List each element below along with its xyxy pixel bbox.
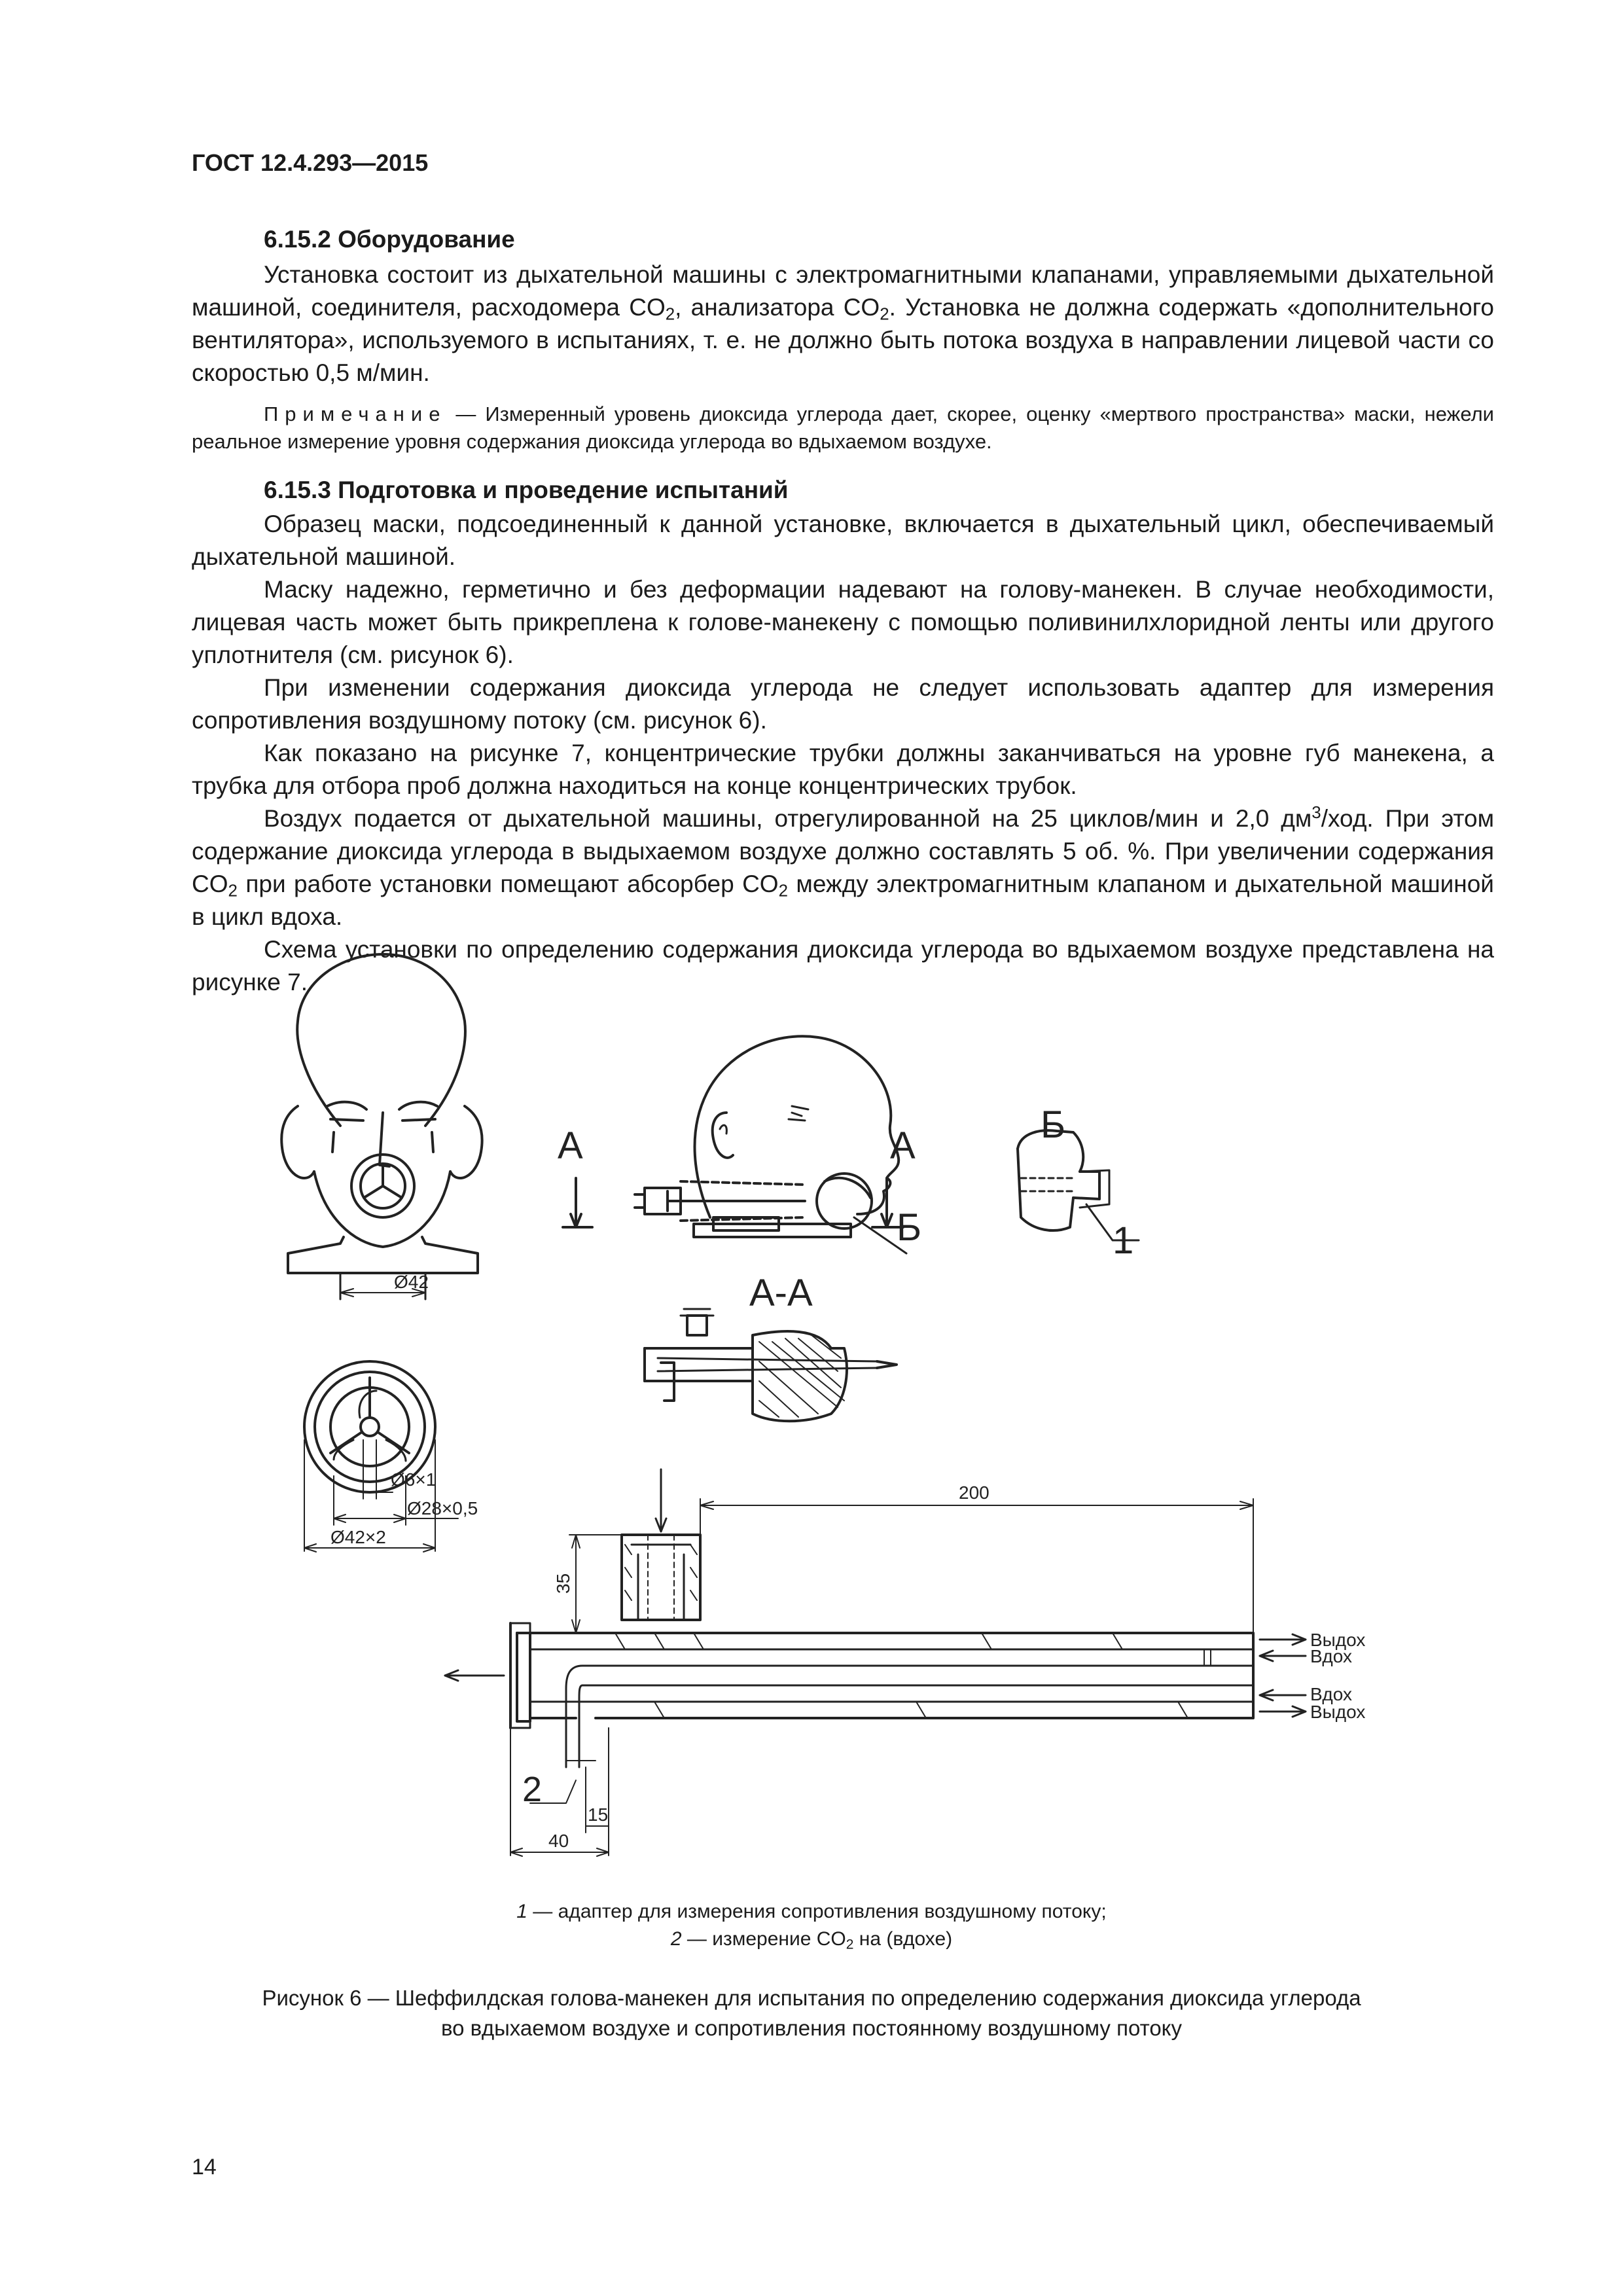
paragraph-3: При изменении содержания диоксида углерода не следует использовать адаптер для измерения сопротивления воздушному потоку (см. рисунок 6). <box>192 674 1494 734</box>
head-side-view <box>563 1036 906 1253</box>
label-detail-item-1: 1 <box>1113 1219 1134 1262</box>
dim-d28: Ø28×0,5 <box>407 1498 478 1518</box>
section-6152-body <box>192 259 1494 389</box>
caption-line-1: Рисунок 6 — Шеффилдская голова-манекен для испытания по определению содержания диоксида углерода <box>262 1986 1361 2010</box>
paragraph-1: Образец маски, подсоединенный к данной установке, включается в дыхательный цикл, обеспечиваемый дыхательной машиной. <box>192 511 1494 570</box>
heading-6152: 6.15.2 Оборудование <box>264 226 515 253</box>
note-block <box>192 401 1494 456</box>
dim-40: 40 <box>548 1831 569 1851</box>
label-flow-out-bottom: Выдох <box>1310 1702 1366 1722</box>
dim-35: 35 <box>553 1573 573 1594</box>
dim-200: 200 <box>959 1482 990 1503</box>
detail-b-view <box>1018 1130 1139 1240</box>
note-paragraph: Примечание — Измеренный уровень диоксида углерода дает, скорее, оценку «мертвого пространства» маски, нежели реальное измерение уровня содержания диоксида углерода во вдыхаемом воздухе. <box>192 403 1494 453</box>
paragraph-equipment: Установка состоит из дыхательной машины с электромагнитными клапанами, управляемыми дыхательной машиной, соединителя, расходомера $CO_2$, анализатора $CO_2$. Установка не должна содержать «дополнительного вентилятора», используемого в испытаниях, т. е. не должно быть потока воздуха в направлении лицевой части со скоростью 0,5 м/мин. <box>192 261 1494 386</box>
front-circle-view <box>304 1361 458 1552</box>
dim-d42-front: Ø42 <box>394 1272 429 1292</box>
paragraph-6: Схема установки по определению содержания диоксида углерода во вдыхаемом воздухе представлена на рисунке 7. <box>192 936 1494 996</box>
paragraph-2: Маску надежно, герметично и без деформации надевают на голову-манекен. В случае необходимости, лицевая часть может быть прикреплена к голове-манекену с помощью поливинилхлоридной ленты или другого уплотнителя (см. рисунок 6). <box>192 576 1494 668</box>
label-section-aa: А-А <box>749 1272 813 1314</box>
label-detail-b-title: Б <box>1041 1103 1066 1146</box>
dim-d42x2: Ø42×2 <box>330 1527 386 1547</box>
head-front-view <box>281 954 482 1299</box>
label-flow-out-top: Выдох <box>1310 1630 1366 1650</box>
label-flow-in-bottom: Вдох <box>1310 1684 1352 1704</box>
heading-6153: 6.15.3 Подготовка и проведение испытаний <box>264 476 789 503</box>
figure-caption <box>0 1983 1623 2043</box>
note-label: Примечание <box>264 403 447 425</box>
figure-legend <box>0 1898 1623 1953</box>
page-number: 14 <box>192 2155 217 2179</box>
dim-15: 15 <box>588 1804 609 1825</box>
legend-item-2: 2 — измерение $CO_2$ на (вдохе) <box>670 1928 953 1952</box>
document-header: ГОСТ 12.4.293—2015 <box>192 149 429 176</box>
label-item-2: 2 <box>522 1770 543 1809</box>
legend-item-1: 1 — адаптер для измерения сопротивления воздушному потоку; <box>516 1901 1107 1922</box>
adapter-tube-drawing <box>445 1469 1306 1856</box>
section-6153-body <box>192 508 1494 999</box>
label-section-a-right: А <box>890 1124 916 1167</box>
paragraph-5: Воздух подается от дыхательной машины, отрегулированной на 25 циклов/мин и 2,0 $дм^3$/ход. При этом содержание диоксида углерода в выдыхаемом воздухе должно составлять 5 об. %. При увеличении содержания $CO_2$ при работе установки помещают абсорбер $CO_2$ между электромагнитным клапаном и дыхательной машиной в цикл вдоха. <box>192 804 1495 930</box>
caption-line-2: во вдыхаемом воздухе и сопротивления постоянному воздушному потоку <box>440 2016 1182 2040</box>
paragraph-4: Как показано на рисунке 7, концентрические трубки должны заканчиваться на уровне губ манекена, а трубка для отбора проб должна находиться на конце концентрических трубок. <box>192 740 1494 799</box>
section-aa-view <box>645 1309 897 1421</box>
label-section-a-left: А <box>558 1124 583 1167</box>
label-callout-b: Б <box>897 1206 922 1249</box>
dim-d6x1: Ø6×1 <box>391 1469 437 1490</box>
label-flow-in-top: Вдох <box>1310 1646 1352 1666</box>
